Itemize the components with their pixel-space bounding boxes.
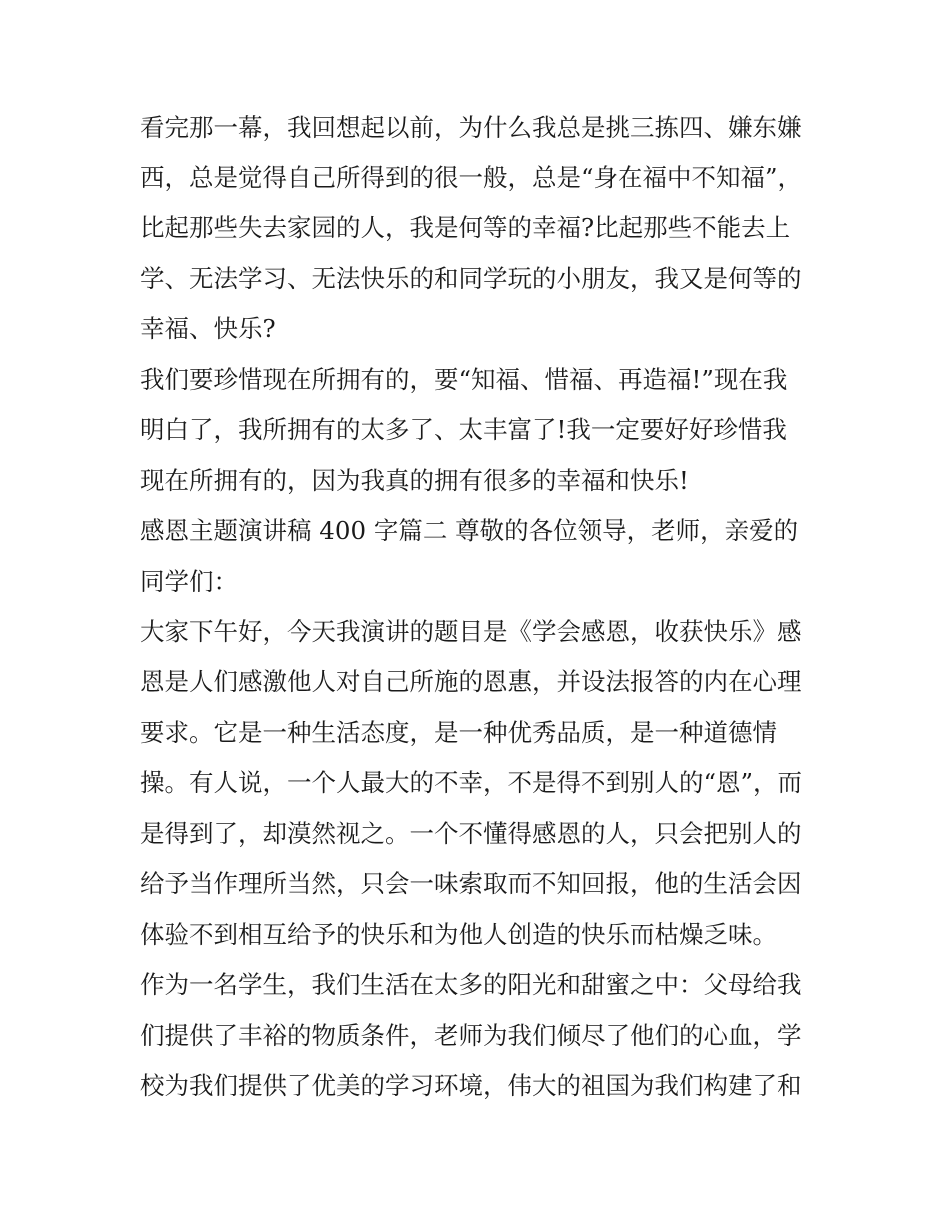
- text-line-20: 校为我们提供了优美的学习环境，伟大的祖国为我们构建了和: [140, 1071, 802, 1100]
- text-line-4: 学、无法学习、无法快乐的和同学玩的小朋友，我又是何等的: [140, 264, 802, 293]
- text-line-15: 是得到了，却漠然视之。一个不懂得感恩的人，只会把别人的: [140, 819, 802, 848]
- text-line-1: 看完那一幕，我回想起以前，为什么我总是挑三拣四、嫌东嫌: [140, 113, 802, 142]
- text-line-7: 明白了，我所拥有的太多了、太丰富了!我一定要好好珍惜我: [140, 415, 787, 444]
- text-line-3: 比起那些失去家园的人，我是何等的幸福?比起那些不能去上: [140, 213, 791, 242]
- text-line-16: 给予当作理所当然，只会一味索取而不知回报，他的生活会因: [140, 869, 802, 898]
- text-line-13: 要求。它是一种生活态度，是一种优秀品质，是一种道德情: [140, 718, 777, 747]
- text-line-10: 同学们：: [140, 567, 238, 596]
- text-line-9: 感恩主题演讲稿 400 字篇二 尊敬的各位领导，老师，亲爱的: [140, 516, 799, 545]
- text-line-6: 我们要珍惜现在所拥有的，要“知福、惜福、再造福!”现在我: [140, 365, 788, 394]
- text-line-5: 幸福、快乐?: [140, 314, 276, 343]
- text-line-8: 现在所拥有的，因为我真的拥有很多的幸福和快乐!: [140, 466, 689, 495]
- text-line-17: 体验不到相互给予的快乐和为他人创造的快乐而枯燥乏味。: [140, 920, 777, 949]
- text-line-14: 操。有人说，一个人最大的不幸，不是得不到别人的“恩”，而: [140, 768, 803, 797]
- text-line-2: 西，总是觉得自己所得到的很一般，总是“身在福中不知福”，: [140, 163, 803, 192]
- text-line-12: 恩是人们感激他人对自己所施的恩惠，并设法报答的内在心理: [140, 667, 802, 696]
- text-line-11: 大家下午好，今天我演讲的题目是《学会感恩，收获快乐》感: [140, 617, 802, 646]
- text-line-19: 们提供了丰裕的物质条件，老师为我们倾尽了他们的心血，学: [140, 1021, 802, 1050]
- text-line-18: 作为一名学生，我们生活在太多的阳光和甜蜜之中：父母给我: [140, 970, 802, 999]
